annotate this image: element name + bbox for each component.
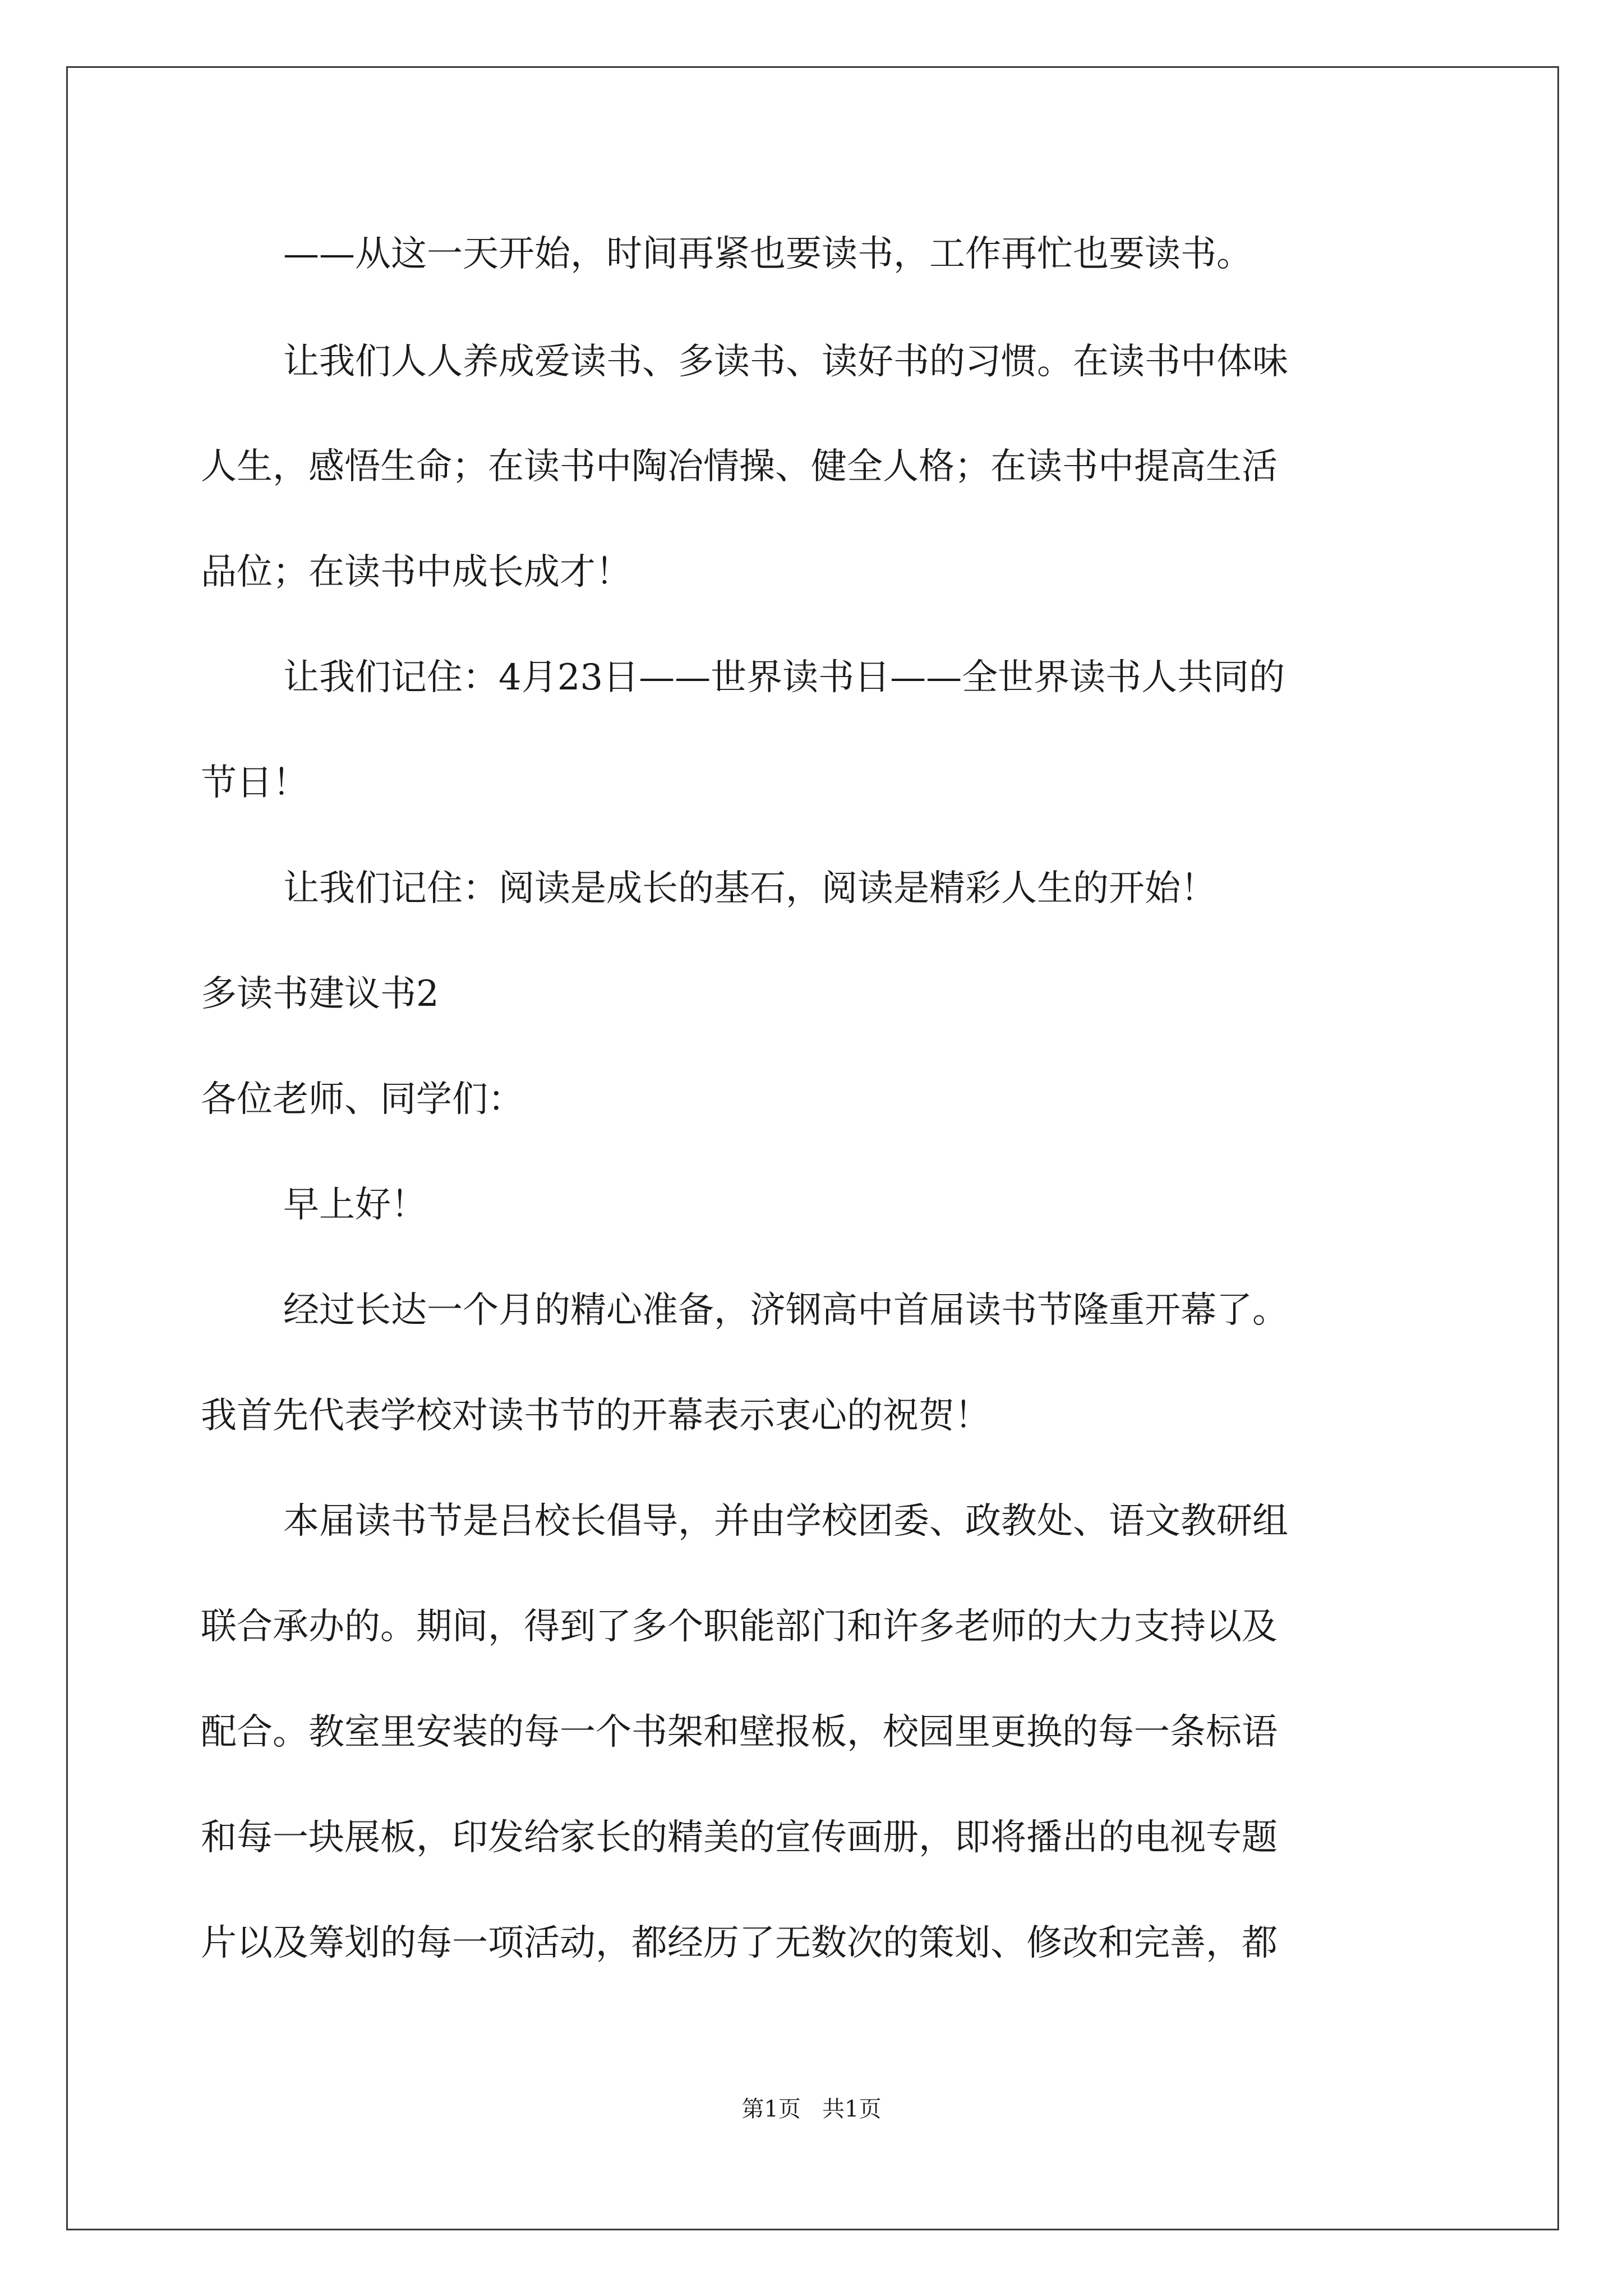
salutation: 各位老师、同学们： bbox=[201, 1079, 524, 1120]
paragraph-line: 让我们记住：阅读是成长的基石，阅读是精彩人生的开始！ bbox=[283, 868, 1216, 909]
paragraph-line: 品位；在读书中成长成才！ bbox=[201, 551, 631, 593]
paragraph-line: ——从这一天开始，时间再紧也要读书，工作再忙也要读书。 bbox=[283, 233, 1252, 275]
paragraph-line: 和每一块展板，印发给家长的精美的宣传画册，即将播出的电视专题 bbox=[201, 1817, 1278, 1858]
paragraph-line: 人生，感悟生命；在读书中陶冶情操、健全人格；在读书中提高生活 bbox=[201, 446, 1278, 487]
paragraph-line: 让我们人人养成爱读书、多读书、读好书的习惯。在读书中体味 bbox=[283, 341, 1288, 383]
paragraph-line: 节日！ bbox=[201, 762, 308, 804]
paragraph-line: 本届读书节是吕校长倡导，并由学校团委、政教处、语文教研组 bbox=[283, 1501, 1288, 1542]
page-border bbox=[66, 66, 1559, 2230]
greeting: 早上好！ bbox=[283, 1184, 427, 1226]
paragraph-line: 片以及筹划的每一项活动，都经历了无数次的策划、修改和完善，都 bbox=[201, 1922, 1278, 1964]
page-footer: 第1页 共1页 bbox=[741, 2096, 882, 2122]
paragraph-line: 经过长达一个月的精心准备，济钢高中首届读书节隆重开幕了。 bbox=[283, 1290, 1288, 1331]
paragraph-line: 联合承办的。期间，得到了多个职能部门和许多老师的大力支持以及 bbox=[201, 1606, 1278, 1648]
paragraph-line: 我首先代表学校对读书节的开幕表示衷心的祝贺！ bbox=[201, 1395, 990, 1437]
paragraph-line: 让我们记住：4月23日——世界读书日——全世界读书人共同的 bbox=[283, 657, 1285, 698]
paragraph-line: 配合。教室里安装的每一个书架和壁报板，校园里更换的每一条标语 bbox=[201, 1711, 1278, 1753]
section-heading: 多读书建议书2 bbox=[201, 973, 439, 1015]
